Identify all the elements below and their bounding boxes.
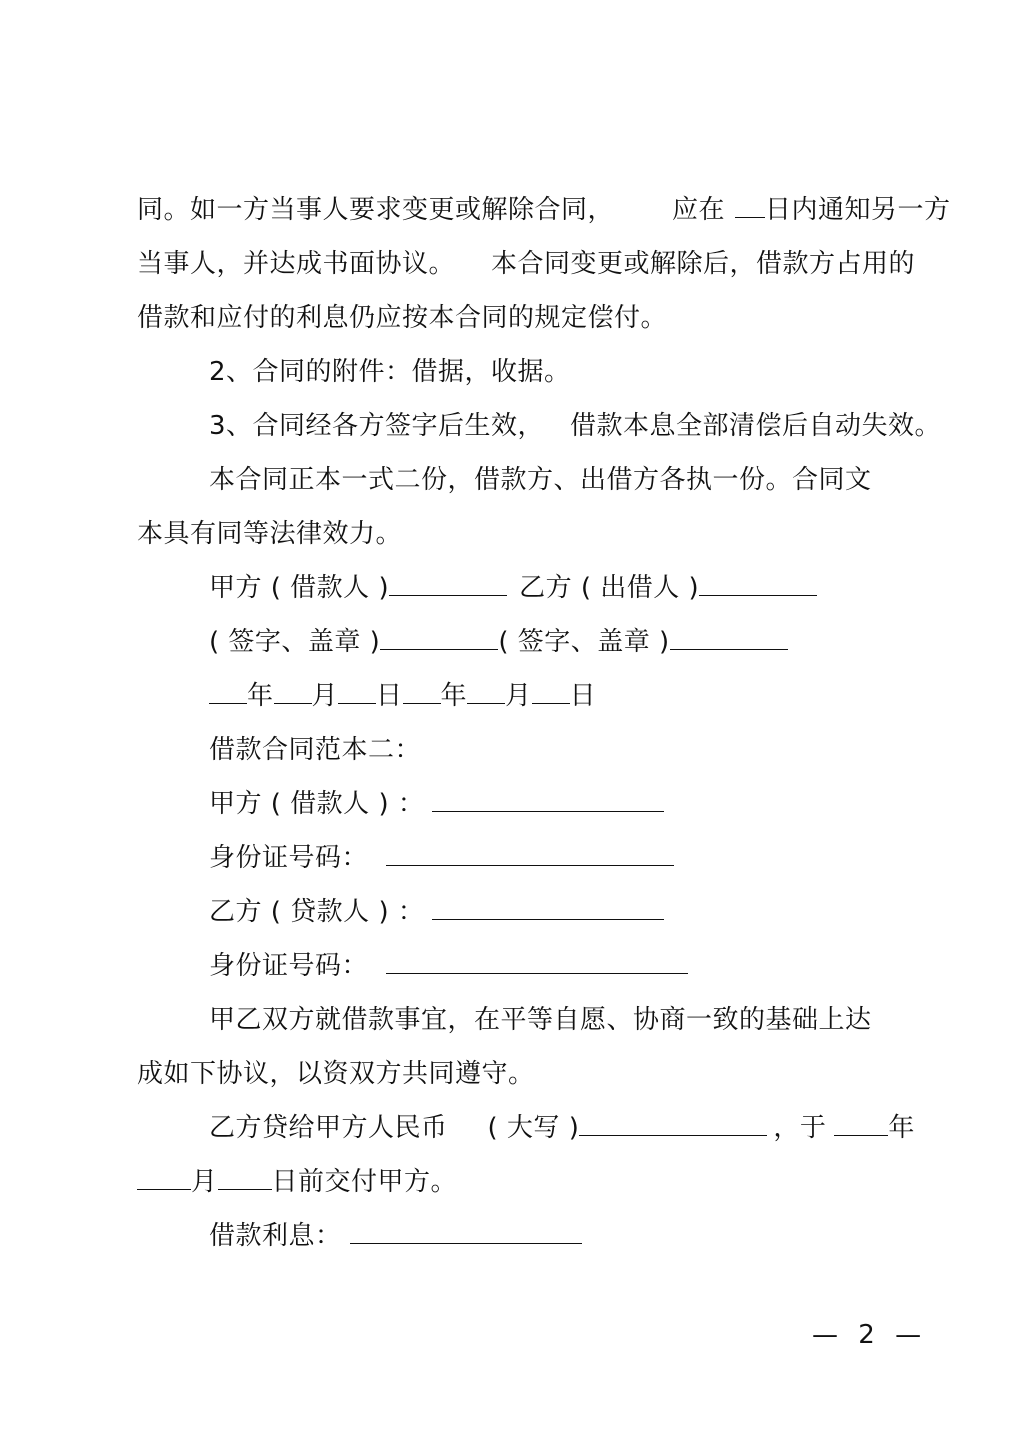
section-heading: [209, 733, 421, 767]
year-label: 年: [440, 681, 468, 711]
seal-label-b: ( 签字、盖章 ): [498, 627, 670, 657]
party-a-blank: [389, 571, 507, 596]
year-label: 年: [247, 681, 274, 711]
month-blank: [467, 679, 505, 704]
field-blank: [386, 841, 674, 866]
seal-blank-b: [670, 625, 788, 650]
field-label: 身份证号码：: [209, 843, 369, 873]
clause-attachments: [209, 355, 571, 389]
text-segment: ，于: [773, 1113, 827, 1143]
text-segment: 借款本息全部清偿后自动失效。: [570, 411, 942, 441]
text-segment: 乙方贷给甲方人民币: [209, 1113, 448, 1143]
paragraph-line: [137, 193, 951, 227]
signature-line: [209, 571, 817, 605]
text-segment: 本合同正本一式二份，借款方、出借方各执一份。合同文: [209, 465, 872, 495]
text-segment: 借款和应付的利息仍应按本合同的规定偿付。: [137, 303, 668, 333]
text-segment: 3、合同经各方签字后生效，: [209, 411, 545, 441]
text-segment: 同。如一方当事人要求变更或解除合同，: [137, 195, 615, 225]
field-blank: [432, 895, 664, 920]
year-blank: [834, 1111, 888, 1136]
day-label: 日: [376, 681, 403, 711]
text-segment: 应在: [672, 195, 726, 225]
paragraph-line: [137, 517, 402, 551]
party-a-id-field: [209, 841, 674, 875]
text-segment: 当事人，并达成书面协议。: [137, 249, 456, 279]
text-segment: 本具有同等法律效力。: [137, 519, 403, 549]
text-segment: ( 大写 ): [487, 1113, 580, 1143]
party-b-label: 乙方 ( 出借人 ): [519, 573, 700, 603]
field-label: 借款利息：: [209, 1221, 342, 1251]
party-b-id-field: [209, 949, 688, 983]
page-number: — 2 —: [812, 1320, 928, 1350]
paragraph-line: [137, 1057, 535, 1091]
party-a-field: [209, 787, 664, 821]
month-blank: [274, 679, 312, 704]
paragraph-line: [209, 1003, 872, 1037]
loan-date-line: [137, 1165, 457, 1199]
seal-label-a: ( 签字、盖章 ): [209, 627, 381, 657]
party-a-label: 甲方 ( 借款人 ): [209, 573, 390, 603]
month-blank: [137, 1165, 191, 1190]
text-segment: 2、合同的附件：借据，收据。: [209, 357, 571, 387]
text-segment: 日前交付甲方。: [271, 1167, 458, 1197]
day-blank: [532, 679, 570, 704]
text-segment: 本合同变更或解除后，借款方占用的: [491, 249, 916, 279]
month-label: 月: [505, 681, 532, 711]
seal-line: [209, 625, 788, 659]
clause-effect: [209, 409, 941, 443]
month-label: 月: [311, 681, 339, 711]
loan-amount-line: [209, 1111, 915, 1145]
seal-blank-a: [380, 625, 498, 650]
day-blank: [218, 1165, 272, 1190]
field-label: 身份证号码：: [209, 951, 369, 981]
text-segment: 年: [888, 1113, 915, 1143]
field-blank: [350, 1219, 582, 1244]
interest-field: [209, 1219, 582, 1253]
paragraph-line: [209, 463, 872, 497]
field-blank: [432, 787, 664, 812]
text-segment: 借款合同范本二：: [209, 735, 422, 765]
text-segment: 甲乙双方就借款事宜，在平等自愿、协商一致的基础上达: [209, 1005, 872, 1035]
text-segment: 日内通知另一方: [765, 195, 951, 225]
text-segment: 月: [191, 1167, 218, 1197]
fill-blank: [735, 193, 765, 218]
text-segment: 成如下协议，以资双方共同遵守。: [137, 1059, 535, 1089]
day-blank: [338, 679, 376, 704]
paragraph-line: [137, 301, 667, 335]
year-blank: [209, 679, 247, 704]
party-b-blank: [699, 571, 817, 596]
field-label: 甲方 ( 借款人 ) ：: [209, 789, 425, 819]
year-blank: [403, 679, 441, 704]
day-label: 日: [569, 681, 597, 711]
field-blank: [386, 949, 688, 974]
amount-blank: [579, 1111, 767, 1136]
date-line: [209, 679, 596, 713]
party-b-field: [209, 895, 664, 929]
paragraph-line: [137, 247, 915, 281]
field-label: 乙方 ( 贷款人 ) ：: [209, 897, 425, 927]
